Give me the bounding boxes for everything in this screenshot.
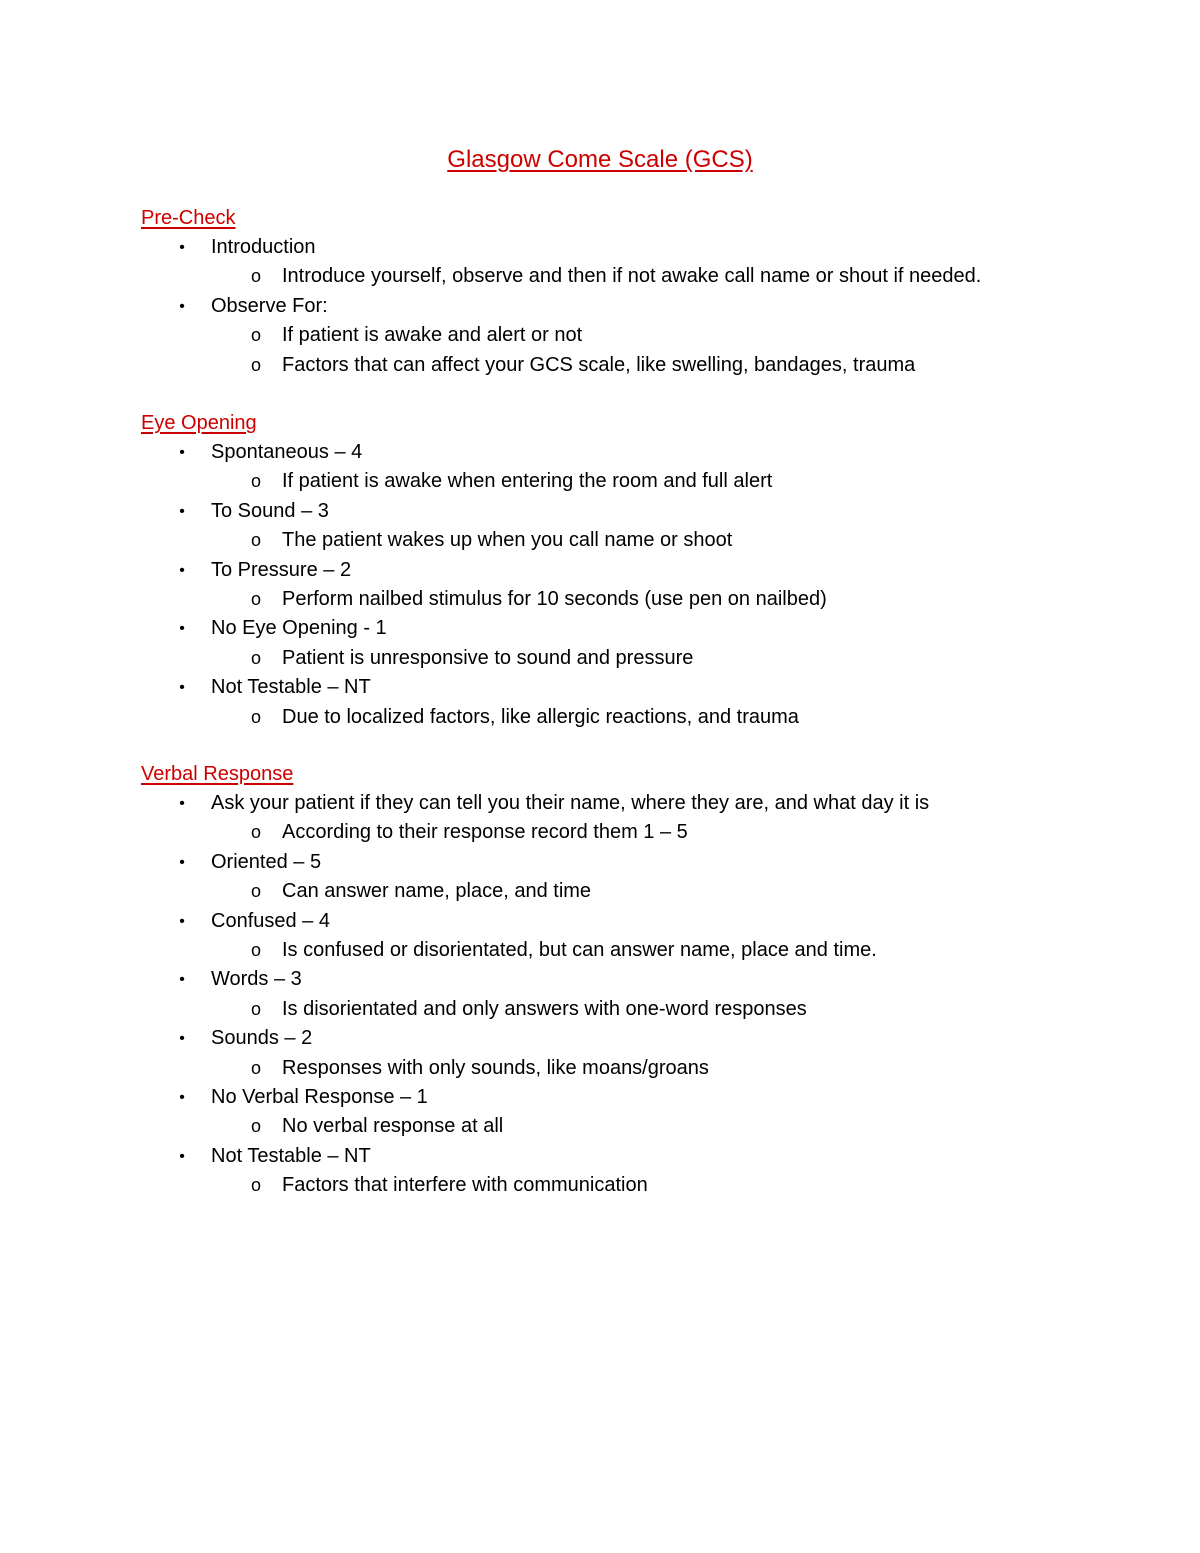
sub-list-item [141,644,1141,673]
section-heading: Eye Opening [141,412,257,434]
sub-list-item-text: Is disorientated and only answers with one-word responses [282,997,807,1020]
circle-bullet-icon: o [250,530,261,551]
list-item-row [141,673,1141,702]
sub-bullet-list [141,995,1141,1024]
bullet-icon: • [179,912,185,930]
sub-list-item [141,321,1141,350]
circle-bullet-icon: o [250,1116,261,1137]
list-item-row [141,233,1141,262]
circle-bullet-icon: o [250,471,261,492]
sub-list-item [141,467,1141,496]
list-item [141,497,1141,556]
bullet-icon: • [179,502,185,520]
bullet-icon: • [179,561,185,579]
section-eye-opening [141,409,1141,732]
circle-bullet-icon: o [250,706,261,727]
sub-list-item-text: Introduce yourself, observe and then if not awake call name or shout if needed. [282,265,982,288]
list-item-text: Confused – 4 [211,909,330,932]
list-item [141,965,1141,1024]
list-item-text: Words – 3 [211,968,302,991]
list-item-text: To Sound – 3 [211,499,329,522]
list-item-text: Oriented – 5 [211,850,322,873]
list-item [141,1083,1141,1142]
section-heading: Pre-Check [141,207,236,229]
sub-bullet-list [141,644,1141,673]
bullet-icon: • [179,444,185,461]
list-item [141,556,1141,615]
list-item [141,438,1141,497]
bullet-icon: • [179,1089,185,1107]
list-item [141,1024,1141,1083]
list-item [141,673,1141,732]
circle-bullet-icon: o [250,1175,261,1196]
bullet-icon: • [179,795,185,812]
sub-list-item-text: The patient wakes up when you call name or shoot [282,529,733,552]
sub-bullet-list [141,877,1141,906]
list-item-row [141,965,1141,994]
list-item-row [141,497,1141,526]
circle-bullet-icon: o [250,940,261,961]
sub-list-item-text: Can answer name, place, and time [282,880,592,903]
list-item-text: Spontaneous – 4 [211,441,363,463]
section-pre-check [141,204,1141,380]
sub-bullet-list [141,585,1141,614]
sub-list-item [141,262,1141,291]
list-item-text: No Eye Opening - 1 [211,617,387,640]
list-item-text: Sounds – 2 [211,1027,313,1050]
list-item-text: Not Testable – NT [211,1144,371,1167]
circle-bullet-icon: o [250,589,261,610]
list-item-row [141,292,1141,321]
sub-list-item [141,585,1141,614]
list-item [141,789,1141,848]
list-item [141,614,1141,673]
sub-list-item [141,995,1141,1024]
sub-bullet-list [141,1171,1141,1200]
bullet-list [141,233,1141,380]
list-item-text: Ask your patient if they can tell you their name, where they are, and what day it is [211,792,930,814]
list-item [141,1142,1141,1201]
list-item-row [141,614,1141,643]
sub-list-item [141,1054,1141,1083]
circle-bullet-icon: o [250,266,261,287]
bullet-icon: • [179,297,185,315]
sub-bullet-list [141,467,1141,496]
bullet-icon: • [179,1030,185,1048]
sub-list-item-text: If patient is awake when entering the room and full alert [282,470,773,493]
list-item-row [141,1024,1141,1053]
list-item-row [141,848,1141,877]
bullet-list [141,438,1141,732]
list-item-text: Introduction [211,236,316,258]
circle-bullet-icon: o [250,881,261,902]
sub-list-item-text: Is confused or disorientated, but can answer name, place and time. [282,939,877,962]
sub-list-item [141,1171,1141,1200]
bullet-icon: • [179,239,185,256]
bullet-icon: • [179,679,185,697]
circle-bullet-icon: o [250,998,261,1019]
sub-bullet-list [141,1112,1141,1141]
sub-bullet-list [141,703,1141,732]
section-heading: Verbal Response [141,763,294,785]
sub-list-item-text: Responses with only sounds, like moans/groans [282,1056,709,1079]
bullet-icon: • [179,971,185,989]
document-title: Glasgow Come Scale (GCS) [447,146,753,173]
sub-list-item-text: Patient is unresponsive to sound and pressure [282,646,694,669]
bullet-list [141,789,1141,1201]
section-verbal-response [141,760,1141,1201]
sub-list-item [141,351,1141,380]
circle-bullet-icon: o [250,647,261,668]
list-item-row [141,907,1141,936]
sub-list-item-text: Factors that interfere with communication [282,1174,648,1197]
sub-bullet-list [141,321,1141,380]
sub-list-item [141,1112,1141,1141]
list-item [141,233,1141,292]
sub-bullet-list [141,936,1141,965]
bullet-icon: • [179,853,185,871]
sub-list-item-text: Perform nailbed stimulus for 10 seconds (use pen on nailbed) [282,588,827,611]
circle-bullet-icon: o [250,1057,261,1078]
list-item [141,292,1141,380]
sub-bullet-list [141,818,1141,847]
circle-bullet-icon: o [250,325,261,346]
list-item-row [141,438,1141,467]
sub-list-item-text: If patient is awake and alert or not [282,324,583,347]
list-item-row [141,1083,1141,1112]
sub-list-item-text: No verbal response at all [282,1115,504,1138]
sub-list-item-text: Due to localized factors, like allergic reactions, and trauma [282,705,799,728]
list-item-text: Observe For: [211,294,328,317]
sub-bullet-list [141,1054,1141,1083]
circle-bullet-icon: o [250,822,261,843]
list-item-row [141,789,1141,818]
bullet-icon: • [179,620,185,638]
circle-bullet-icon: o [250,354,261,375]
sub-bullet-list [141,526,1141,555]
list-item [141,848,1141,907]
sub-list-item-text: According to their response record them 1 – 5 [282,821,688,844]
list-item-text: No Verbal Response – 1 [211,1086,428,1109]
list-item-text: To Pressure – 2 [211,558,352,581]
sub-bullet-list [141,262,1141,291]
list-item [141,907,1141,966]
sub-list-item [141,526,1141,555]
sub-list-item [141,936,1141,965]
list-item-row [141,556,1141,585]
sub-list-item [141,818,1141,847]
bullet-icon: • [179,1147,185,1165]
list-item-text: Not Testable – NT [211,676,371,699]
sub-list-item [141,877,1141,906]
list-item-row [141,1142,1141,1171]
sub-list-item-text: Factors that can affect your GCS scale, like swelling, bandages, trauma [282,353,916,376]
sub-list-item [141,703,1141,732]
